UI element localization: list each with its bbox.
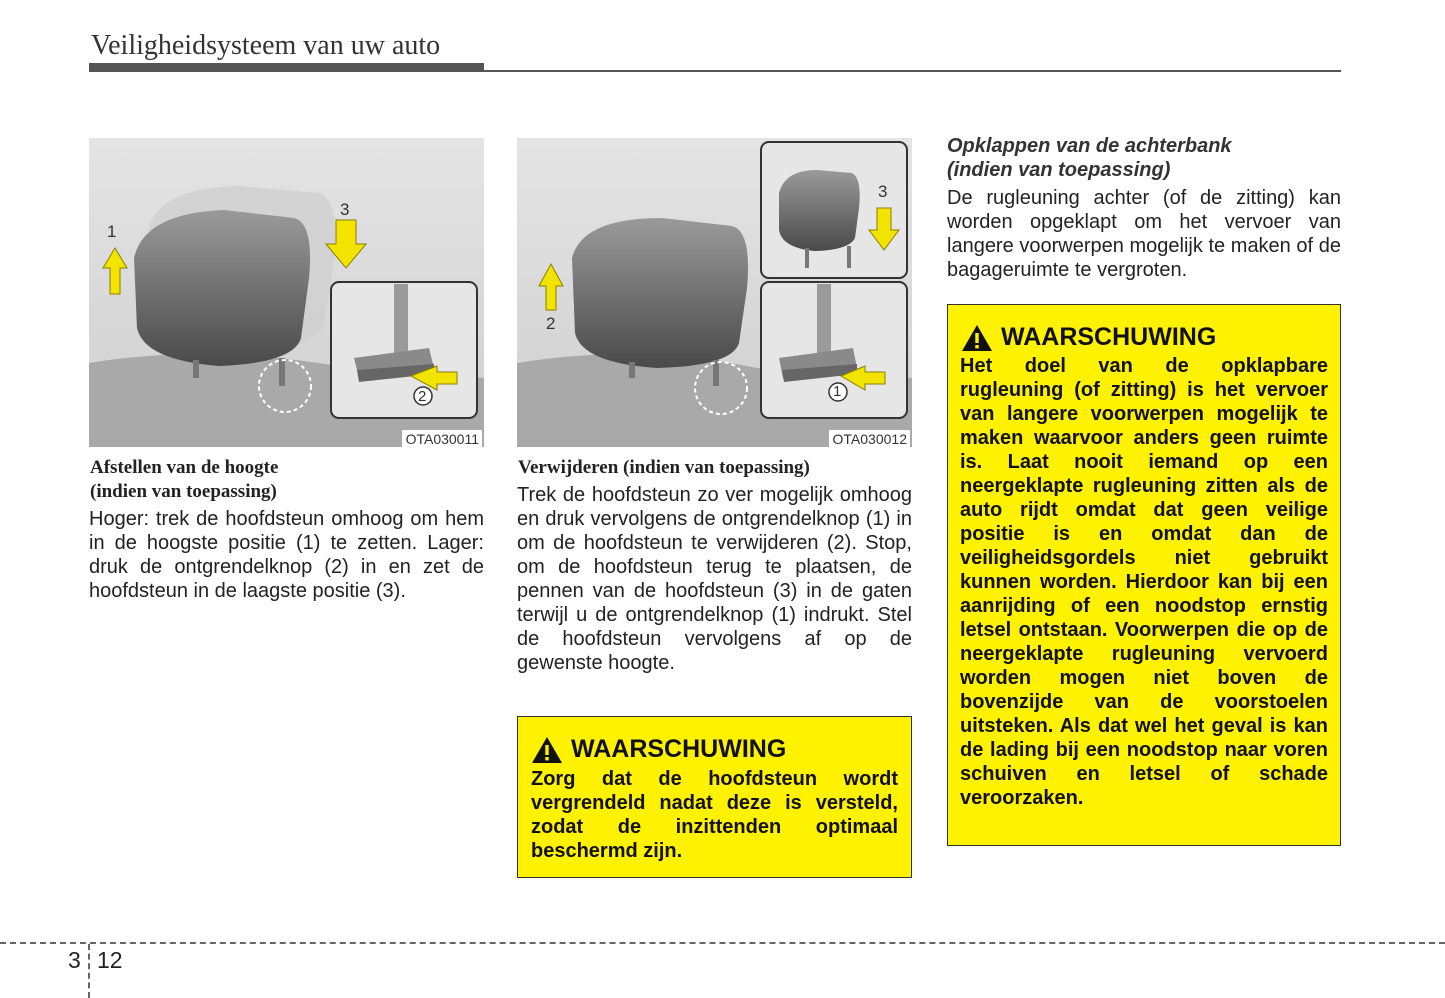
page-header-title: Veiligheidsysteem van uw auto [91,30,441,61]
figure-code: OTA030012 [829,430,910,447]
figure-code: OTA030011 [402,430,482,447]
heading-line-1: Opklappen van de achterbank [947,135,1232,157]
warning-text: Zorg dat de hoofdsteun wordt vergrendeld nadat deze is versteld, zodat de inzittenden optimaal beschermd zijn. [531,768,898,862]
figure-label-1: 1 [833,383,842,400]
warning-box-headrest [517,716,912,878]
warning-triangle-icon [531,736,563,764]
figure-label-3: 3 [340,200,350,219]
footer-divider [88,944,90,998]
heading-line-1: Afstellen van de hoogte [90,457,279,478]
header-rule-thick [89,63,484,72]
figure-height-adjust [89,138,484,447]
removal-heading: Verwijderen (indien van toepassing) [518,457,810,478]
figure-label-2: 2 [546,314,556,333]
heading-line-2: (indien van toepassing) [947,159,1171,181]
figure-label-3: 3 [878,182,888,201]
warning-title-text: WAARSCHUWING [1001,323,1217,351]
warning-title [961,323,1216,352]
height-adjust-text: Hoger: trek de hoofdsteun omhoog om hem in de hoogste positie (1) te zetten. Lager: druk de ontgrendelknop (2) in en zet de hoofdsteun in de laagste positie (3). [89,508,484,602]
height-adjust-heading [90,456,485,504]
header-rule-thin [484,70,1341,72]
fold-seat-text: De rugleuning achter (of de zitting) kan worden opgeklapt om het vervoer van langere voorwerpen mogelijk te maken of de bagageruimte te vergroten. [947,187,1341,281]
warning-title [531,735,786,764]
figure-label-2: 2 [418,388,427,405]
figure-removal [517,138,912,447]
warning-triangle-icon [961,324,993,352]
fold-seat-heading [947,134,1342,182]
chapter-number: 3 [68,947,81,973]
warning-text: Het doel van de opklapbare rugleuning (of zitting) is het vervoer van langere voorwerpen mogelijk te maken waarvoor anders geen ruimte is. Laat nooit iemand op een neergeklapte rugleuning zitten als de auto rijdt omdat dat geen veilige positie is en omdat dan de veiligheidsgordels niet gebruikt kunnen worden. Hierdoor kan bij een aanrijding of een noodstop ernstig letsel ontstaan. Voorwerpen die op de neergeklapte rugleuning vervoerd worden mogen niet boven de bovenzijde van de voorstoelen uitsteken. Als dat wel het geval is kan de lading bij een noodstop naar voren schuiven en letsel of schade veroorzaken. [960,355,1328,809]
heading-line-2: (indien van toepassing) [90,481,277,502]
removal-text: Trek de hoofdsteun zo ver mogelijk omhoog en druk vervolgens de ontgrendelknop (1) in om de hoofdsteun te verwijderen (2). Stop, om de hoofdsteun terug te plaatsen, de pennen van de hoofdsteun (3) in de gaten terwijl u de ontgrendelknop (1) indrukt. Stel de hoofdsteun vervolgens af op de gewenste hoogte. [517,484,912,674]
figure-label-1: 1 [107,222,117,241]
warning-title-text: WAARSCHUWING [571,735,787,763]
warning-box-fold-seat [947,304,1341,846]
page-number: 12 [97,947,123,973]
footer-rule [0,942,1445,944]
